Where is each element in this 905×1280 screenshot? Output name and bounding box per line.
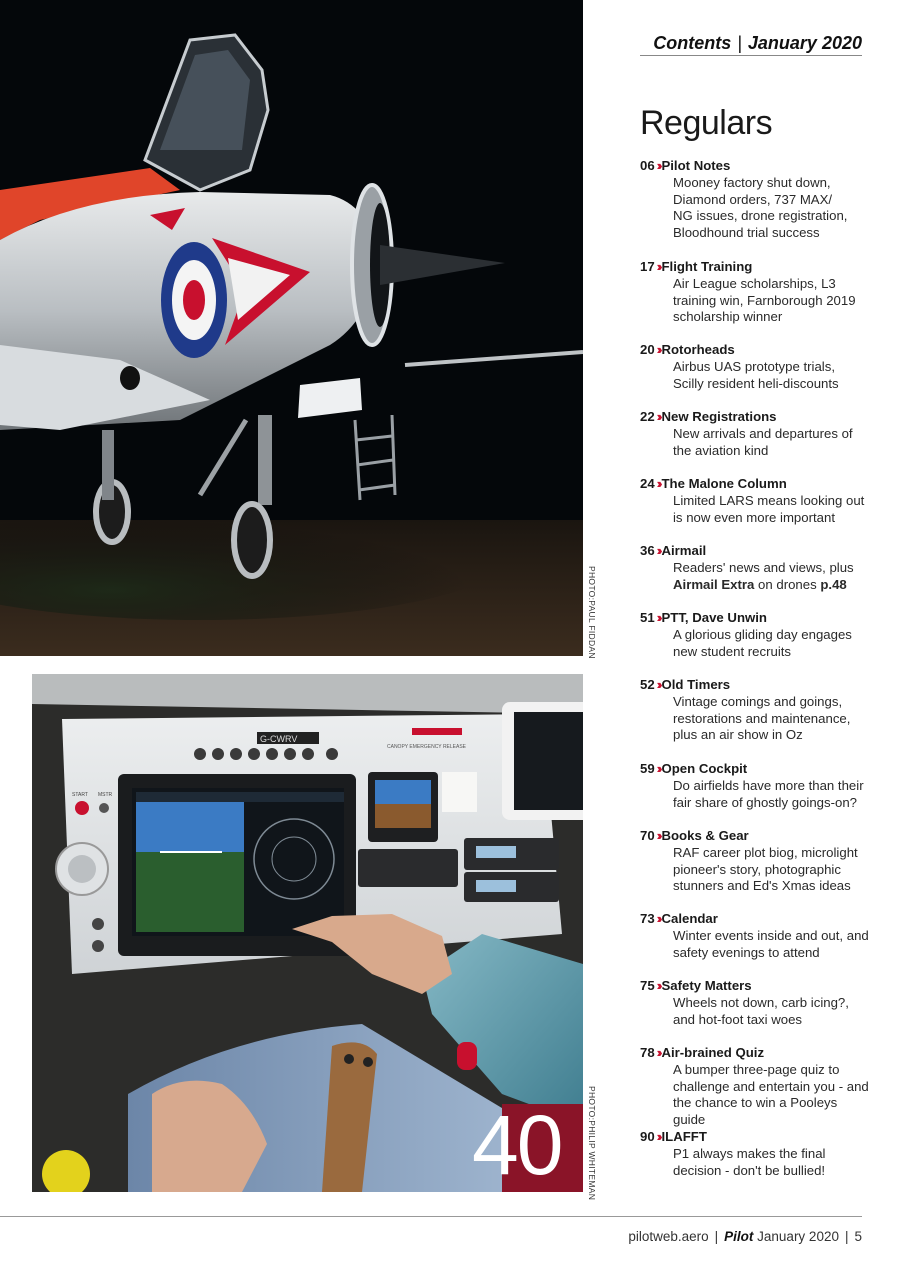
entry-description (673, 1146, 873, 1180)
airmail-extra-text: on drones (754, 576, 821, 592)
entry-description-line: Winter events inside and out, and (673, 927, 869, 943)
entry-heading (640, 409, 880, 426)
master-label: MSTR (98, 792, 113, 798)
entry-description-line: and hot-foot taxi woes (673, 1011, 803, 1027)
footer-issue: January 2020 (757, 1229, 839, 1244)
footer-page-number: 5 (854, 1229, 862, 1244)
footer-site[interactable]: pilotweb.aero (628, 1229, 709, 1244)
contents-entry[interactable] (640, 610, 880, 660)
entry-page-number: 75 (640, 978, 655, 993)
page-footer (628, 1229, 862, 1244)
entry-description-line: Do airfields have more than their (673, 777, 864, 793)
chevron-icon: ›› (656, 911, 660, 926)
entry-heading (640, 1045, 880, 1062)
entry-page-number: 51 (640, 610, 655, 625)
header-separator: | (737, 33, 742, 53)
contents-entry[interactable] (640, 342, 880, 392)
entry-heading (640, 677, 880, 694)
chevron-icon: ›› (656, 1129, 660, 1144)
entry-description-line: Airbus UAS prototype trials, (673, 358, 835, 374)
entry-description-line: decision - don't be bullied! (673, 1162, 826, 1178)
entry-description (673, 694, 873, 744)
entry-title: Open Cockpit (661, 761, 748, 776)
canopy-label: CANOPY EMERGENCY RELEASE (387, 744, 467, 750)
feature-page-number: 40 (472, 1098, 562, 1192)
contents-entry[interactable] (640, 677, 880, 744)
chevron-icon: ›› (656, 476, 660, 491)
entry-description-line: A bumper three-page quiz to (673, 1061, 840, 1077)
chevron-icon: ›› (656, 543, 660, 558)
contents-label: Contents (653, 33, 732, 53)
contents-entry[interactable] (640, 259, 880, 326)
chevron-icon: ›› (656, 1045, 660, 1060)
entry-title: Flight Training (661, 259, 753, 274)
entry-description-line: stunners and Ed's Xmas ideas (673, 878, 851, 894)
airmail-extra-label: Airmail Extra (673, 576, 755, 592)
entry-title: Airmail (661, 543, 707, 558)
entry-description-line: Bloodhound trial success (673, 225, 820, 241)
entry-description-line: Vintage comings and goings, (673, 693, 843, 709)
contents-entry[interactable] (640, 409, 880, 459)
entry-description-line: restorations and maintenance, (673, 710, 851, 726)
chevron-icon: ›› (656, 409, 660, 424)
entry-description-line: Air League scholarships, L3 (673, 275, 836, 291)
entry-description (673, 778, 873, 812)
entry-page-number: 52 (640, 677, 655, 692)
entry-description (673, 276, 873, 326)
entry-description (673, 560, 873, 594)
entry-title: New Registrations (661, 409, 777, 424)
entry-page-number: 06 (640, 158, 655, 173)
entry-page-number: 22 (640, 409, 655, 424)
entry-heading (640, 543, 880, 560)
entry-description-line: scholarship winner (673, 309, 783, 325)
entry-description-line: pioneer's story, photographic (673, 861, 841, 877)
entry-description (673, 426, 873, 460)
entry-description-line: Limited LARS means looking out (673, 492, 865, 508)
footer-magazine: Pilot (724, 1229, 754, 1244)
entry-description-line: fair share of ghostly goings-on? (673, 794, 858, 810)
entry-page-number: 90 (640, 1129, 655, 1144)
entry-description (673, 995, 873, 1029)
chevron-icon: ›› (656, 978, 660, 993)
section-title: Regulars (640, 104, 773, 142)
entry-description-line: challenge and entertain you - and (673, 1078, 869, 1094)
entry-title: Calendar (661, 911, 718, 926)
entry-heading (640, 978, 880, 995)
entry-description-line: Readers' news and views, plus (673, 559, 854, 575)
footer-separator: | (714, 1229, 719, 1244)
entry-page-number: 17 (640, 259, 655, 274)
chevron-icon: ›› (656, 761, 660, 776)
entry-description-line: training win, Farnborough 2019 (673, 292, 856, 308)
contents-header (640, 33, 862, 56)
footer-divider (0, 1216, 862, 1217)
contents-entry[interactable] (640, 911, 880, 961)
entry-description-line: RAF career plot biog, microlight (673, 844, 858, 860)
entry-description (673, 175, 873, 242)
contents-entry[interactable] (640, 761, 880, 811)
entry-description (673, 928, 873, 962)
entry-title: Pilot Notes (661, 158, 731, 173)
entry-heading (640, 158, 880, 175)
entry-heading (640, 342, 880, 359)
entry-title: Safety Matters (661, 978, 752, 993)
entry-description-line: A glorious gliding day engages (673, 626, 852, 642)
contents-entry[interactable] (640, 828, 880, 895)
entry-heading (640, 911, 880, 928)
entry-description-line: the chance to win a Pooleys guide (673, 1095, 838, 1128)
entry-page-number: 20 (640, 342, 655, 357)
entry-description-line: safety evenings to attend (673, 944, 820, 960)
entry-page-number: 24 (640, 476, 655, 491)
footer-separator: | (844, 1229, 849, 1244)
entry-description (673, 359, 873, 393)
chevron-icon: ›› (656, 828, 660, 843)
contents-entry[interactable] (640, 158, 880, 242)
entry-description-line: NG issues, drone registration, (673, 208, 848, 224)
entry-title: Books & Gear (661, 828, 749, 843)
chevron-icon: ›› (656, 610, 660, 625)
contents-entry[interactable] (640, 543, 880, 593)
entry-title: Air-brained Quiz (661, 1045, 765, 1060)
entry-description (673, 493, 873, 527)
entry-heading (640, 476, 880, 493)
entry-description-line: New arrivals and departures of (673, 425, 853, 441)
start-label: START (72, 792, 88, 798)
panel-registration: G-CWRV (260, 734, 298, 744)
entry-description-line (673, 577, 873, 594)
chevron-icon: ›› (656, 259, 660, 274)
contents-entry[interactable] (640, 1045, 880, 1129)
issue-date: January 2020 (747, 33, 862, 53)
entry-page-number: 59 (640, 761, 655, 776)
entry-description-line: Diamond orders, 737 MAX/ (673, 191, 833, 207)
entry-page-number: 70 (640, 828, 655, 843)
airmail-extra-page: p.48 (820, 576, 847, 592)
entry-description-line: plus an air show in Oz (673, 727, 803, 743)
entry-description (673, 1062, 873, 1129)
photo-credit: PHOTO:PHILIP WHITEMAN (587, 1086, 597, 1201)
jet-photo (0, 0, 583, 656)
entry-description-line: Mooney factory shut down, (673, 174, 831, 190)
entry-description (673, 845, 873, 895)
photo-credit: PHOTO:PAUL FIDDAN (587, 566, 597, 659)
contents-entry[interactable] (640, 476, 880, 526)
entry-heading (640, 610, 880, 627)
chevron-icon: ›› (656, 158, 660, 173)
entry-title: Rotorheads (661, 342, 735, 357)
entry-heading (640, 1129, 880, 1146)
chevron-icon: ›› (656, 342, 660, 357)
entry-description-line: Scilly resident heli-discounts (673, 375, 839, 391)
entry-description-line: is now even more important (673, 509, 835, 525)
entry-page-number: 73 (640, 911, 655, 926)
entry-description-line: Wheels not down, carb icing?, (673, 994, 849, 1010)
entry-description-line: new student recruits (673, 643, 792, 659)
entry-description-line: P1 always makes the final (673, 1145, 826, 1161)
contents-entry[interactable] (640, 978, 880, 1028)
chevron-icon: ›› (656, 677, 660, 692)
entry-title: ILAFFT (661, 1129, 707, 1144)
entry-title: The Malone Column (661, 476, 787, 491)
entry-page-number: 78 (640, 1045, 655, 1060)
entry-title: PTT, Dave Unwin (661, 610, 767, 625)
entry-heading (640, 828, 880, 845)
entry-description (673, 627, 873, 661)
contents-entry[interactable] (640, 1129, 880, 1179)
entry-description-line: the aviation kind (673, 442, 769, 458)
entry-title: Old Timers (661, 677, 731, 692)
entry-heading (640, 761, 880, 778)
entry-heading (640, 259, 880, 276)
entry-page-number: 36 (640, 543, 655, 558)
